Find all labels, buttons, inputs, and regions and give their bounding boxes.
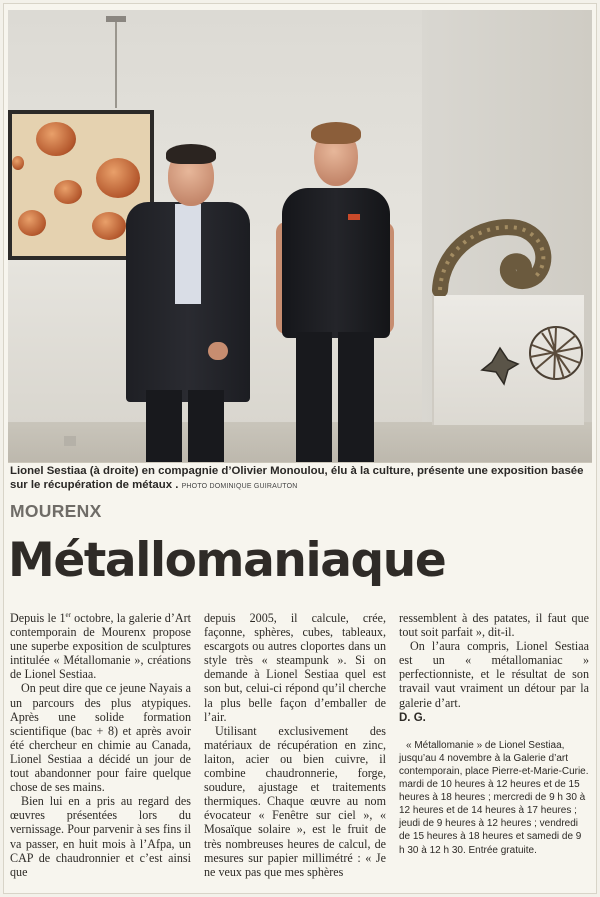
exhibition-info — [399, 739, 589, 857]
painting-disc — [92, 212, 126, 240]
article-column-3 — [399, 611, 589, 857]
paragraph: Depuis le 1er octobre, la galerie d’Art contemporain de Mourenx propose une superbe exposition de sculptures intitulée « Métallomanie », créations de Lionel Sestiaa. — [10, 610, 191, 682]
painting-disc — [36, 122, 76, 156]
photo-caption — [10, 464, 590, 494]
hand — [208, 342, 228, 360]
author-signature: D. G. — [399, 711, 426, 724]
hair — [166, 144, 216, 164]
paragraph: depuis 2005, il calcule, crée, façonne, sphères, cubes, tableaux, escargots ou autres cloportes dans un style très « steampunk ». Si on demande à Lionel Sestiaa quel est son but, celui-ci répond qu’il cherche la plus belle façon d’emballer de l’air. — [204, 611, 386, 724]
caption-text: Lionel Sestiaa (à droite) en compagnie d’Olivier Monoulou, élu à la culture, présente une exposition basée sur le récupération de métaux . — [10, 465, 584, 491]
tshirt-logo — [348, 214, 360, 220]
hair — [311, 122, 361, 144]
article-column-2 — [204, 611, 386, 879]
article-photo — [8, 10, 592, 462]
article-headline: Métallomaniaque — [8, 533, 446, 588]
trouser-leg — [188, 390, 224, 462]
photo-credit: PHOTO DOMINIQUE GUIRAUTON — [181, 483, 298, 490]
info-text: « Métallomanie » de Lionel Sestiaa, jusqu’au 4 novembre à la Galerie d’art contemporain, place Pierre-et-Marie-Curie. mardi de 10 heures à 12 heures et de 15 heures à 18 heures ; mercredi de 9 h 30 à 12 heures et de 14 heures à 17 heures ; jeudi de 9 heures à 12 heures ; vendredi de 15 heures à 18 heures et samedi de 9 h 30 à 12 h 30. Entrée gratuite. — [399, 739, 589, 856]
paragraph: ressemblent à des patates, il faut que tout soit parfait », dit-il. — [399, 611, 589, 640]
paragraph: Bien lui en a pris au regard des œuvres présentées lors du vernissage. Pour parvenir à ses fins il va passer, en huit mois à l’Afpa, un CAP de chaudronnier et c’est ainsi que — [10, 794, 191, 879]
painting-disc — [54, 180, 82, 204]
metal-star-sculpture — [480, 346, 520, 386]
wall-socket — [64, 436, 76, 446]
paragraph: Utilisant exclusivement des matériaux de récupération en zinc, laiton, acier ou bien cuivre, il combine chaudronnerie, forge, soudure, ajustage et traitements thermiques. Chaque œuvre au nom évocateur « Fenêtre sur ciel », « Mosaïque solaire », est le fruit de très nombreuses heures de calcul, de mesures sur papier millimétré : « Je ne veux pas que mes sphères — [204, 723, 386, 879]
trouser-leg — [146, 390, 182, 462]
trouser-leg — [296, 332, 332, 462]
lamp-rod — [115, 22, 117, 108]
wire-sphere-sculpture — [526, 323, 586, 383]
paragraph: On peut dire que ce jeune Nayais a un parcours des plus atypiques. Après une solide formation scientifique (bac + 8) et après avoir été chercheur en chimie au Canada, Lionel Sestiaa a décidé un jour de tout abandonner pour faire quelque chose de ses mains. — [10, 681, 191, 795]
section-kicker: MOURENX — [10, 501, 102, 521]
painting-disc — [18, 210, 46, 236]
black-tshirt — [282, 188, 390, 338]
paragraph: On l’aura compris, Lionel Sestiaa est un « métallomaniac » perfectionniste, et le résultat de son travail vaut vraiment un détour par la galerie d’art. — [399, 639, 589, 710]
painting-disc — [12, 156, 24, 170]
painting-disc — [96, 158, 140, 198]
shirt — [175, 204, 201, 304]
trouser-leg — [338, 332, 374, 462]
ammonite-sculpture — [432, 218, 552, 296]
photo-divider — [8, 462, 592, 463]
article-column-1 — [10, 611, 191, 879]
